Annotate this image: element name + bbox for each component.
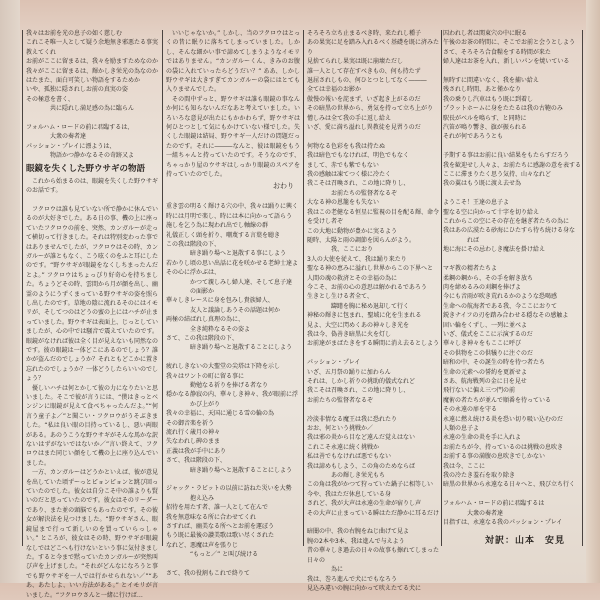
lyric-line: 大衆の奏者達 xyxy=(26,133,87,141)
lyric-line: 生命への航海者である我、今ここにおりて xyxy=(443,302,558,310)
lyric-line: お前たちが今、持っているのは挑戦の息吹き xyxy=(443,443,564,451)
lyric-line: 我の乗りし汽車はもう既に到着し xyxy=(443,95,534,103)
lyric-line: 暗き踊り場へと退散する事にしよう xyxy=(166,250,287,258)
lyric-line: これこそ永遠に続く挑戦か xyxy=(307,443,380,451)
lyric-line: 退屈されしもの、何ひとつとしてなく――― xyxy=(307,77,427,85)
lyric-line: 魔術の者たちが並んで順番を待っている xyxy=(443,396,552,404)
story-heading: 眼鏡を失くした野ウサギの物語 xyxy=(26,163,146,174)
blank-line xyxy=(26,114,158,123)
story-paragraph: その間中ずっと、野ウサギは誰も眼鏡の事なんか何にも知らないんだなあと考えていました。いろいろな意見が出たにもかかわらず、野ウサギは何ひとつとして気にもかけていない様でした。失くした眼鏡は結局、野ウサギ一人だけの問題だったのです。それに―――なんと、彼は眼鏡をもう一組ちゃんと持っていたのです。そうなのです、ちゃっかり屋のウサギはしっかり眼鏡のスペアを持っていたのでした。 xyxy=(166,95,300,179)
lyric-line: 抱え込み xyxy=(166,494,215,502)
lyric-line: れば xyxy=(443,236,480,244)
lyric-line: 昔の華々しき過去の日々の故事も擦れてしまった日々の xyxy=(307,547,440,564)
lyric-line: その大声に止まっている瞬はただ静かに耳るだけ xyxy=(307,509,440,517)
blank-line xyxy=(166,560,300,569)
lyric-line: 暗闇の中、我の右腕をねじ曲げて見よ xyxy=(307,528,410,536)
column-story-2-lyrics xyxy=(166,29,300,579)
story-paragraph: これから始まるのは、眼鏡を失くした野ウサギのお話です。 xyxy=(26,177,159,195)
lyric-line: さすれば、幽美なる所へとお前を運ぼう xyxy=(166,523,275,531)
lyric-line: 我は暗色でもなければ、明色でもなく xyxy=(307,152,410,160)
lyric-line: いざ、儀式をここに示演するのだ xyxy=(443,330,533,338)
lyric-line: お前達がまばたきをする瞬間に消え去るとしよう xyxy=(307,340,440,348)
lyric-line: 暗和の中、その誕生の時を待つ者たち xyxy=(443,359,546,367)
lyric-line: この角は我がかつて狩っていた鍋子に相等しい xyxy=(307,481,434,489)
lyric-line: フォルハム・ロードの前に君臨するは xyxy=(443,500,545,508)
lyric-line: 人間の魂の救済とその幸福の為に xyxy=(307,274,398,282)
lyric-line: 我こそは召喚され、この地に降りし、 xyxy=(307,180,410,188)
lyric-line: 暗黒の世界から永遠なる日々へと、飛び立ち行く xyxy=(443,481,576,489)
lyric-line: 我の冷たき羞石を取り除き xyxy=(443,472,516,480)
lyric-line: 見込み違いの腕に向かって吠えたてる犬に xyxy=(307,584,422,592)
lyric-line: 無時すに間違いなく、我を捕い給え xyxy=(443,77,539,85)
lyric-line: まして、赤でも紫でもない xyxy=(307,161,379,169)
lyric-line: 予期する事はお前に良い結果をもたらすだろう xyxy=(443,152,570,160)
lyric-line: 共に隠れし満足感の為に臨らん xyxy=(26,105,135,113)
lyric-line: 全ては幸福のお影か xyxy=(307,86,362,94)
lyric-line: 施しを乞う為に現われ出でし軸線の群 xyxy=(166,222,269,230)
lyric-line: 飛行ないに偏え三つ門の前 xyxy=(443,387,516,395)
lyric-line: さて、我の役割もこれで終りて xyxy=(166,570,250,578)
lyric-line: お前たちの監督者なるぞ xyxy=(307,189,398,197)
lyric-line: 柔鋼の鋼から、その手を解き放ち xyxy=(443,274,534,282)
lyric-line: 正義は我が手中にあり xyxy=(166,447,227,455)
lyric-line: 為に xyxy=(307,566,344,574)
lyric-line: パッション・プレイに漂ようは、 xyxy=(26,142,116,150)
lyric-line: 私は善でもなければ悪でもない xyxy=(307,453,392,461)
lyric-line: 我々はお前を光の息子の如く慈しむ xyxy=(26,30,123,37)
lyric-line: 時には月明で楽し、時には本に向かって語らう xyxy=(166,212,293,220)
page-edge-right xyxy=(586,0,600,583)
lyric-line: 生命の元素への誓約を更新せよ xyxy=(443,368,528,376)
lyric-line: はたまた、面白可笑しい物語をするためか xyxy=(26,77,141,85)
story-paragraph: フクロウは誰も見ていない所で静かに休んでいるのが大好きでした。ある日の事、機の上に座っていたフクロウの前を、突然、カンガルーが走って横切って行きました。それは特別変わった事ではありませんでしたが、フクロウはその時、カンガルーが誰ともなく、こう呟くのをふと耳にしたのです。“野ウサギが眼鏡をなくしちまったんだとよ。” フクロウはちょっぴり好奇心を持ちました。ちょうどその時、雲間から月が顔を出し、幽霊のようにうずくまっている野ウサギの姿を照らし出したのです。草地の陰に流れるそのにはイモリが、そしてつのはどうの蜜の上にはハチが止まっていました。野ウサギは表面上、じっとしていましたが、心の中では騒音で震えていたのです。眼鏡がなければ彼は全く目が見えないも同然なのです。彼の眼鏡は一体どこにあるのでしょう？誰かが盗んだのでしょうか？それともどこかに置き忘れたのでしょうか？一体どうしたらいいのでしょう？ xyxy=(26,205,159,383)
lyric-line: 我々はワントの町に留る事に xyxy=(166,372,245,380)
lyric-line: 駅長がベルを鳴らす、と同時に xyxy=(443,114,527,122)
lyric-line: 疲れしきないの大聖堂の尖塔は下降を示し xyxy=(166,363,281,371)
page-edge-left xyxy=(0,0,20,583)
lyric-line: 大なる神の恩籠をも失ない xyxy=(307,199,380,207)
lyric-line: 友人と議論しあうその話題は何か xyxy=(166,306,281,314)
lyric-line: 華々しきレースに身を包みし貴族婦人、 xyxy=(166,297,274,305)
lyric-line: 人類の息子よ xyxy=(443,425,480,432)
blank-line xyxy=(443,490,581,499)
lyric-line: 両極の結ばれし真理の為に、 xyxy=(166,316,245,324)
blank-line xyxy=(26,195,158,204)
lyric-line: 永遠の生命の炎を手に入れよ xyxy=(443,434,522,442)
lyric-line: 我々の幸福に、天国に通じる雪の輪の為 xyxy=(166,410,275,418)
lyric-line: その暗黒の世界から、勇気を持って立ち上がり xyxy=(307,105,434,113)
lyric-line: 流れ行く歳月の神々 xyxy=(166,429,221,437)
lyric-line: その永遠の扉を守る xyxy=(443,406,498,414)
blank-line xyxy=(443,142,581,151)
lyric-line: 固い輪をくずし、一列に並べよ xyxy=(443,321,528,329)
lyric-line: 我は邪の炎から目など遠んだ覚えはない xyxy=(307,434,416,442)
lyric-line: お前がここに留まるは、我々を励ますためなのか xyxy=(26,58,159,66)
story-paragraph: いいじゃないか。” しかし、当のフクロウはとっくの昔に眠りに落ちてしまっていました。しかし、そんな細かい事で諦めてしまうようなイモリではありません。“カンガルーくん、きみのお腹の袋に入れていったらどうだい？” ああ、しかし野ウサギは大きすぎてカンガルーの袋にはとても入りませんでした。 xyxy=(166,30,300,94)
story-end-mark: おわり xyxy=(273,181,294,190)
lyric-line: 我の翼はもう既に渡え去せ為 xyxy=(443,180,522,188)
lyric-line: この大地に動物が豊かに実るよう xyxy=(307,227,398,235)
lyric-line: 聖なる神の恵みに溢れし世界からこの下界へと xyxy=(307,265,434,273)
lyric-line: もう既に最後の讃美歌は歌い尽くされた xyxy=(166,532,275,540)
lyric-line: 招待を用たす者、誰一人として在んで xyxy=(166,504,269,512)
lyric-line: 我は諦めもしよう、この角のためならば xyxy=(307,462,416,470)
blank-line xyxy=(166,353,300,362)
lyric-line: 何物なる色彩をも我は持たぬ xyxy=(307,142,386,150)
lyric-line: そろそろ立ち止まるべき時、来たれし種子 xyxy=(307,30,422,37)
column-rule xyxy=(162,30,163,546)
lyric-line: 我はあの広漠たる砂海にひたすら待ち続ける身な xyxy=(443,227,576,235)
lyric-line: 我は今、ここに xyxy=(443,462,486,470)
lyric-line: プラットホームに身をたたるは我の古鞄のみ xyxy=(443,105,563,113)
lyric-line: 永遠に燃え続ける炎を恐い切り吸い込むのだ xyxy=(443,415,564,423)
lyric-line: あの輝しき栄光もち xyxy=(307,472,386,480)
lyric-line: 聖なる空に向かって十字を切り給え xyxy=(443,208,540,216)
column-lyrics-3 xyxy=(307,29,439,593)
blank-line xyxy=(307,405,439,414)
lyric-line: 午後のお茶の時間に、そこでお前と会うとしよう xyxy=(443,39,576,47)
story-paragraph: 優しいハチは何とかして彼の力になりたいと思いました。そこで彼が言うには、“僕はきっとベンジンに眼鏡が見えて食べちゃったんだよ。”“何言う童子よ／”と聞こい・フクロウがうそぶきました。“私は良い眼の目持っているし、悪い両眼がある。あのうこうな野ウサギがそんな馬かな訳ないはずがないではないか／”言い終えて、フクロウはまた同じい顔をして機の上に座り込んでいました。 xyxy=(26,384,159,467)
lyric-line: フォルハム・ロードの前に君臨するは、 xyxy=(26,124,134,132)
blank-line xyxy=(307,518,439,527)
lyric-line: 誰一人として存在すべきもの、何も持たず xyxy=(307,67,421,75)
lyric-line: あの果実に足を踏み入れるべく基礎を既に済みたり xyxy=(307,39,440,56)
column-rule xyxy=(303,30,304,546)
lyric-line: いや、孤独に隠されしお前の真実の姿 xyxy=(26,86,128,94)
lyric-line: 失なわれし碑のまま xyxy=(166,438,221,446)
lyric-line: その極意を書く、 xyxy=(26,95,74,103)
story-paragraph: 一方、カンガルーはどうかといえば、彼が意見を出していた頃ずーっとピョンピョンと跳び回っていたのでした。彼女は自分こそ中の誰よりも賢いのだと思っていたのです。彼女はそのリーダーであり、また並の頭脳でもあったのです。その彼女が解決法を見つけました。“野ウサギさん、眼鏡屋まで行って新しいのを買っていらっしゃい。” ところが、彼女はその時、野ウサギが眼鏡なしではどこへも行けないという事に気付きました。すると今まで黙っていたカンガルーが突然叫び声を上げました。“それがどんなになろうと事でも野ウサギを一人では行かせられない／”“ああ、あたしよ、いい方法がある。” とイモリが言いました。“フクロウさんと一緒に行けば… xyxy=(26,469,159,599)
lyric-line: 今にも音雨が吹き荒れるかのような恐喝感 xyxy=(443,293,558,301)
lyric-line: 我々がここに留まるは、輝かしき栄光の為なのか xyxy=(26,67,159,75)
lyric-line: 暗き踊り場へと退散することにしよう xyxy=(166,466,293,474)
lyric-line: 見捨てられし果実は既に崩壊ただし xyxy=(307,58,404,66)
lyric-line: さて、我は階段の下、 xyxy=(166,457,226,465)
lyric-line: 穏かなる静寂の内、華々しき神々、我が眼前に浮 xyxy=(166,391,299,399)
lyric-line: ようこそ！王達の息子よ xyxy=(443,199,510,207)
lyric-line: 冷淡非情なる魔王は我に恐れたり xyxy=(307,415,398,423)
lyric-line: ジャック・ラビットの以前に訪ねた災いを大勢 xyxy=(166,485,292,493)
lyric-line: 礼儀正しく頭を折り、嘲蔑する言葉を聴き xyxy=(166,231,281,239)
lyric-line: 勤勉なる祈りを捧げる者なり xyxy=(166,382,269,389)
lyric-line: 我を無意味なる所に合わせてくれ xyxy=(166,513,257,521)
lyric-line: その御音楽を祈う xyxy=(166,419,215,427)
lyric-line: これからこの空にその存在を継ぎ者たちの為に xyxy=(443,218,570,226)
lyric-line: ここに滞まりたく思う気持、山々なれど xyxy=(443,171,552,179)
lyric-line: 重き雲の明るく輝ける穴の中、我々は踊りに興く xyxy=(166,203,299,211)
lyric-line: 鋭きナイフの刃を踏み合わせる穏なその感触よ xyxy=(443,312,569,320)
lyric-line: 残されし時間、あと僅かなり xyxy=(443,86,522,94)
blank-line xyxy=(166,193,300,202)
lyric-line: 汽笛が鳴り響き、旗が振られる xyxy=(443,124,527,132)
column-rule xyxy=(582,30,583,546)
lyric-line: 今や、我はただ休息している身 xyxy=(307,490,391,498)
lyric-line: 神秘の輝きに包まれ、聖域に化を生まれる xyxy=(307,312,422,320)
lyric-line: 我こそは召喚され、この地に降りし、 xyxy=(307,387,410,395)
lyric-line: さて、そろそろ合食糧をする時間が来た xyxy=(443,48,551,56)
blank-line xyxy=(307,132,439,141)
lyric-line: の面影か xyxy=(166,287,215,295)
blank-line xyxy=(166,475,300,484)
lyric-line: お前たちの監督者なるぞ xyxy=(307,396,374,404)
blank-line xyxy=(443,189,581,198)
lyric-line: パッション・プレイ xyxy=(307,359,361,367)
blank-line xyxy=(307,349,439,358)
lyric-line: 地に海にその忌わしき魔法を掛け給え xyxy=(443,246,546,254)
lyric-line: 教えてくれ xyxy=(26,48,57,56)
lyric-line: 物語かつ静かなるその奇跡又よ xyxy=(26,152,135,160)
lyric-line: 我は今、偽善き暗黒に火を灯し xyxy=(307,330,392,338)
lyric-line: 全き純粋なるその姿よ xyxy=(166,325,251,333)
lyric-line: その供物をこの供犠りに注ぐのだ xyxy=(443,349,534,357)
blank-line xyxy=(443,67,581,76)
lyric-line: さあ、航海戦列の金に日を見せ xyxy=(443,377,527,385)
lyric-line: 我はこの老健なる恒星に監視の目を配る輝、命令 xyxy=(307,208,440,216)
lyric-line: それは、しかし祈りの挑助的儀式なれど xyxy=(307,378,416,385)
lyric-line: 我、ここにおり xyxy=(307,246,374,254)
column-lyrics-4 xyxy=(443,29,581,547)
lyric-line: それが何であろうとも xyxy=(443,133,504,141)
lyric-line: 若かりし頃の思い出話に花を咲かせる老紳士達よ xyxy=(166,259,299,267)
lyric-line: 大衆の奏者達 xyxy=(443,509,504,517)
lyric-line: これこそ唯一人として疑う余地無き邪悪たる事実 xyxy=(26,39,159,47)
lyric-line: いざ、五月祭の踊りに加わらん xyxy=(307,368,391,376)
lyric-line: なれど、悪魔は声を張りじ xyxy=(166,541,239,549)
translator-credit: 対訳：山本 安見 xyxy=(484,536,565,547)
lyric-line: 華々しき神々をもここに呼び xyxy=(443,340,522,348)
lyric-line: 腕の2本や3本、我は進んで与えよう xyxy=(307,537,405,545)
lyric-line: 随時、太陽と雨の調節を図らんがよう。 xyxy=(307,236,416,244)
blank-line xyxy=(443,255,581,264)
column-story-1 xyxy=(26,29,158,600)
lyric-line: マギ教の精者たちよ xyxy=(443,265,498,273)
lyric-line: を受けし者ぞ xyxy=(307,218,344,226)
lyric-line: 生きとし生ける者全て、 xyxy=(307,293,373,301)
lyric-line: いざ、愛に満ち溢れし異教徒を見習うのだ xyxy=(307,124,421,132)
lyric-line: 3人の大使を従えて、我は踊り来たり xyxy=(307,255,407,263)
lyric-line: お前する事の満腹の息吹きでしかない xyxy=(443,453,546,461)
lyric-line: 肉を締めるみの刈鋼を捧げよ xyxy=(443,283,522,291)
lyric-line: その心に浮かぶは、 xyxy=(166,269,221,277)
lyric-line: この我は階段の下、 xyxy=(166,240,221,248)
lyric-line: “もっと／” と叫び続ける xyxy=(166,551,259,559)
lyric-line: おお、何という挑戦か／ xyxy=(307,425,374,433)
lyric-line: 躊躇を胸に秘め退却して行く xyxy=(307,302,410,310)
lyric-line: 今こそ、お前の心の意思は解かれるであろう xyxy=(307,283,427,291)
lyric-line: 傲慢の報いを詫まず、いざ起き上がるのだ xyxy=(307,95,421,103)
lyric-line: かつて親しみし婦人達、そして息子達 xyxy=(166,278,293,286)
lyric-line: さて、この我は階段の下、 xyxy=(166,334,238,342)
column-rule xyxy=(22,30,23,546)
column-rule xyxy=(441,30,442,546)
lyric-line: されど、我が大声は永遠の生命が宿りし声 xyxy=(307,500,422,508)
lyric-line: 目指すは、永遠なる我のパッション・プレイ xyxy=(443,519,563,527)
lyric-line: 我を歓迎せし人々よ、お前たちに感謝の意を表する xyxy=(443,161,582,169)
lyric-line: 見よ、大空に閃めくあの神々しき光を xyxy=(307,321,410,329)
lyric-line: かび上がり xyxy=(166,400,221,408)
lyric-line: 憎しみは全て我の手に返し給え xyxy=(307,114,392,122)
lyric-line: 我の感触は凍てつく様に冷たく xyxy=(307,171,392,179)
lyric-line: 婦人達はお茶を入れ、新しいパンを焼いている xyxy=(443,58,570,66)
lyric-line: 囚われし者は関東穴の中に眠る xyxy=(443,30,528,37)
lyric-line: 我は、巻ろ進んで犬にでもなろう xyxy=(307,575,398,583)
lyric-line: 暗き踊り場へと退散することにしよう xyxy=(166,344,293,352)
